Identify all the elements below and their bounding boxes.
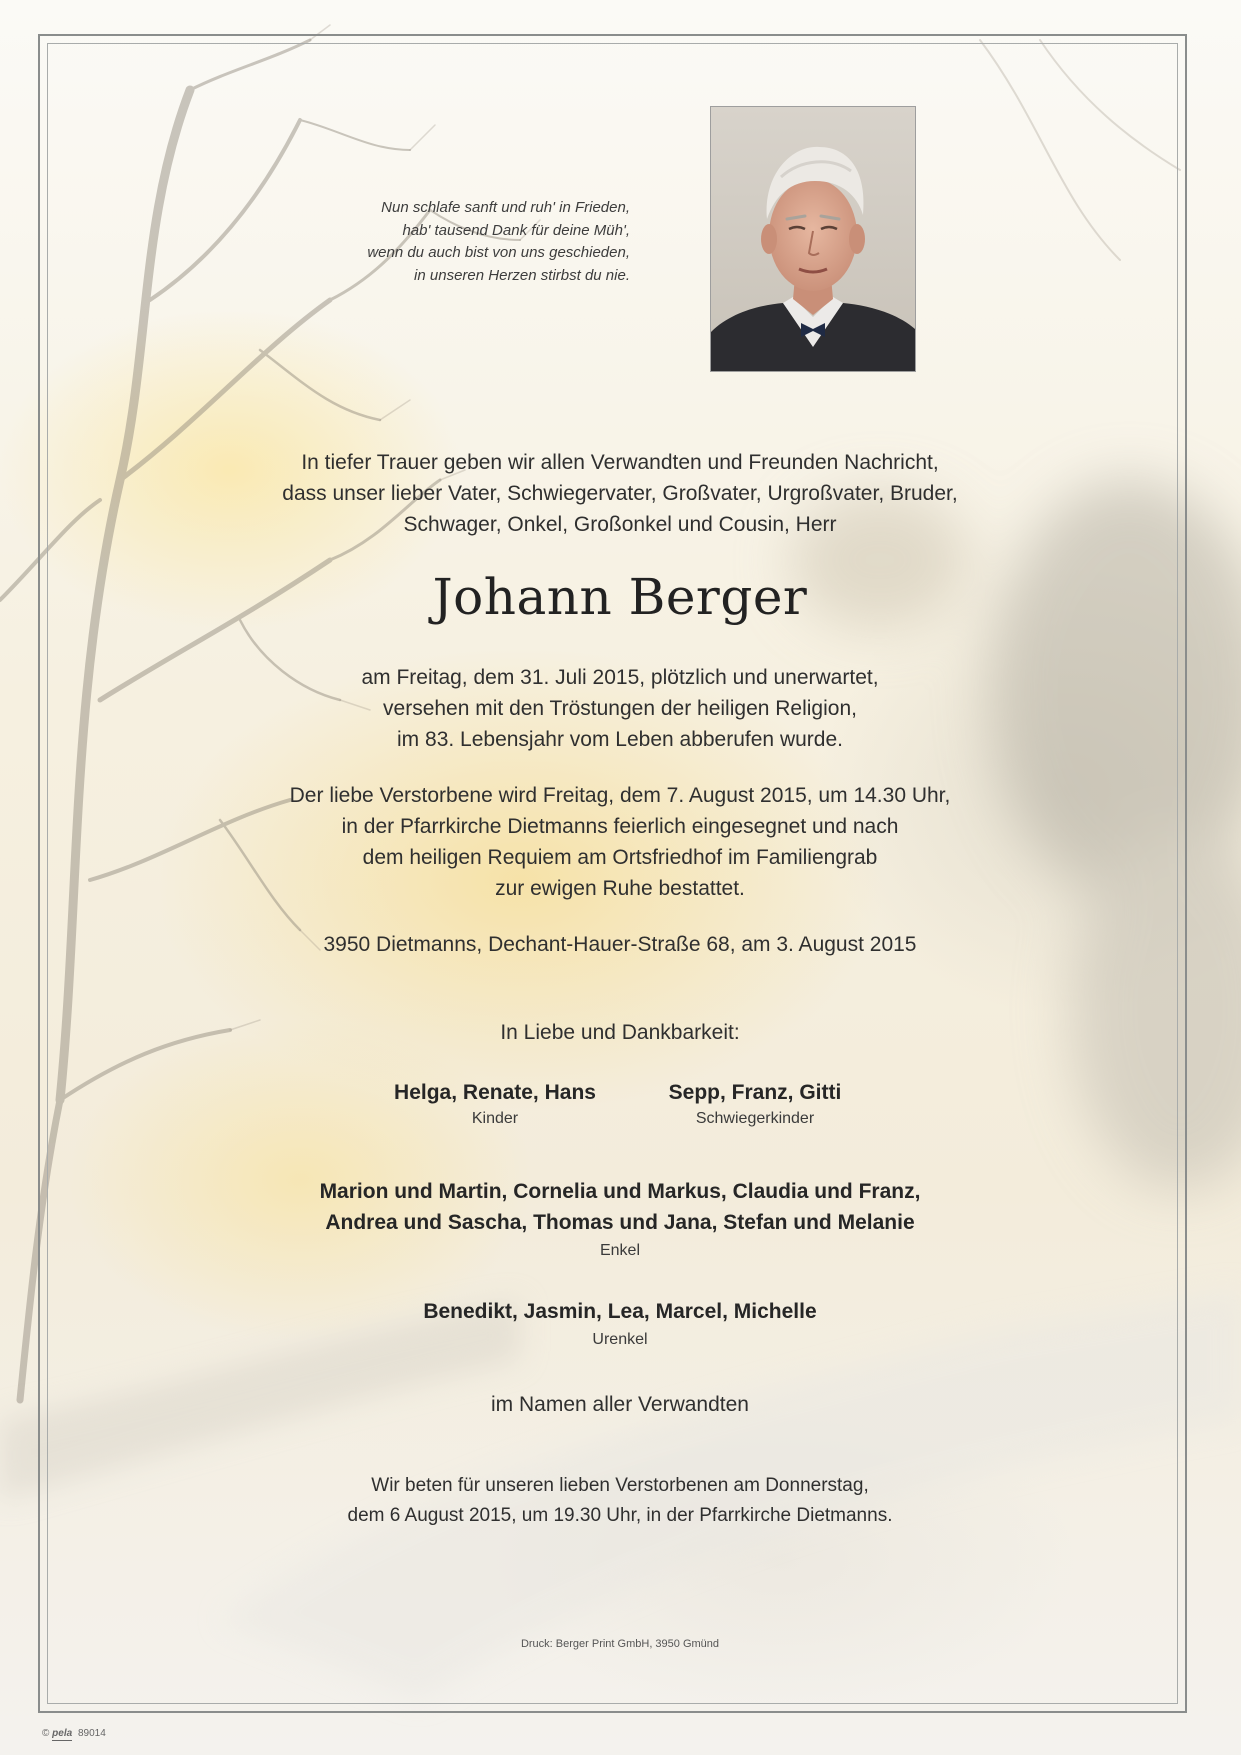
grandchildren-group xyxy=(140,1176,1100,1264)
intro-line: In tiefer Trauer geben wir allen Verwandten und Freunden Nachricht, xyxy=(301,451,939,474)
grandchildren-line: Andrea und Sascha, Thomas und Jana, Stefan und Melanie xyxy=(325,1211,915,1234)
portrait-photo xyxy=(710,106,916,372)
funeral-details xyxy=(140,780,1100,904)
deceased-name: Johann Berger xyxy=(432,568,808,626)
prayer-line: Wir beten für unseren lieben Verstorbenen am Donnerstag, xyxy=(371,1475,869,1496)
death-notice xyxy=(140,662,1100,755)
children-role: Kinder xyxy=(471,1110,519,1127)
copyright-symbol: © xyxy=(42,1728,50,1739)
prayer-line: dem 6 August 2015, um 19.30 Uhr, in der Pfarrkirche Dietmanns. xyxy=(347,1505,893,1526)
poem-line: hab' tausend Dank für deine Müh', xyxy=(402,221,630,239)
great-grandchildren-role: Urenkel xyxy=(592,1331,648,1348)
memorial-poem xyxy=(260,197,630,287)
death-line: am Freitag, dem 31. Juli 2015, plötzlich und unerwartet, xyxy=(361,666,879,689)
relatives-line: im Namen aller Verwandten xyxy=(491,1393,749,1416)
great-grandchildren-group xyxy=(140,1296,1100,1353)
children-group xyxy=(345,1078,645,1130)
publisher-logo: pela xyxy=(52,1728,73,1739)
printer-credit: Druck: Berger Print GmbH, 3950 Gmünd xyxy=(520,1638,720,1650)
poem-line: Nun schlafe sanft und ruh' in Frieden, xyxy=(381,199,630,216)
poem-line: wenn du auch bist von uns geschieden, xyxy=(367,244,630,261)
prayer-notice xyxy=(140,1471,1100,1531)
intro-line: dass unser lieber Vater, Schwiegervater, Großvater, Urgroßvater, Bruder, xyxy=(282,482,958,505)
death-line: im 83. Lebensjahr vom Leben abberufen wurde. xyxy=(397,728,843,751)
publisher-mark xyxy=(42,1728,106,1741)
grandchildren-line: Marion und Martin, Cornelia und Markus, Claudia und Franz, xyxy=(319,1180,921,1203)
children-names: Helga, Renate, Hans xyxy=(394,1081,596,1104)
grandchildren-names xyxy=(140,1176,1100,1238)
children-in-law-names: Sepp, Franz, Gitti xyxy=(668,1081,842,1104)
funeral-line: Der liebe Verstorbene wird Freitag, dem 7. August 2015, um 14.30 Uhr, xyxy=(289,784,951,807)
children-in-law-role: Schwiegerkinder xyxy=(695,1110,815,1127)
great-grandchildren-names: Benedikt, Jasmin, Lea, Marcel, Michelle xyxy=(423,1300,817,1323)
address-date: 3950 Dietmanns, Dechant-Hauer-Straße 68, am 3. August 2015 xyxy=(323,933,917,956)
publisher-code: 89014 xyxy=(77,1728,106,1739)
announcement-intro xyxy=(140,447,1100,540)
poem-line: in unseren Herzen stirbst du nie. xyxy=(414,266,630,284)
grandchildren-role: Enkel xyxy=(599,1242,641,1259)
death-line: versehen mit den Tröstungen der heiligen Religion, xyxy=(383,697,857,720)
funeral-line: dem heiligen Requiem am Ortsfriedhof im Familiengrab xyxy=(362,846,878,869)
funeral-line: zur ewigen Ruhe bestattet. xyxy=(495,877,745,900)
children-in-law-group xyxy=(605,1078,905,1130)
mourners-heading: In Liebe und Dankbarkeit: xyxy=(500,1021,740,1044)
intro-line: Schwager, Onkel, Großonkel und Cousin, Herr xyxy=(403,513,837,536)
funeral-line: in der Pfarrkirche Dietmanns feierlich eingesegnet und nach xyxy=(341,815,899,838)
